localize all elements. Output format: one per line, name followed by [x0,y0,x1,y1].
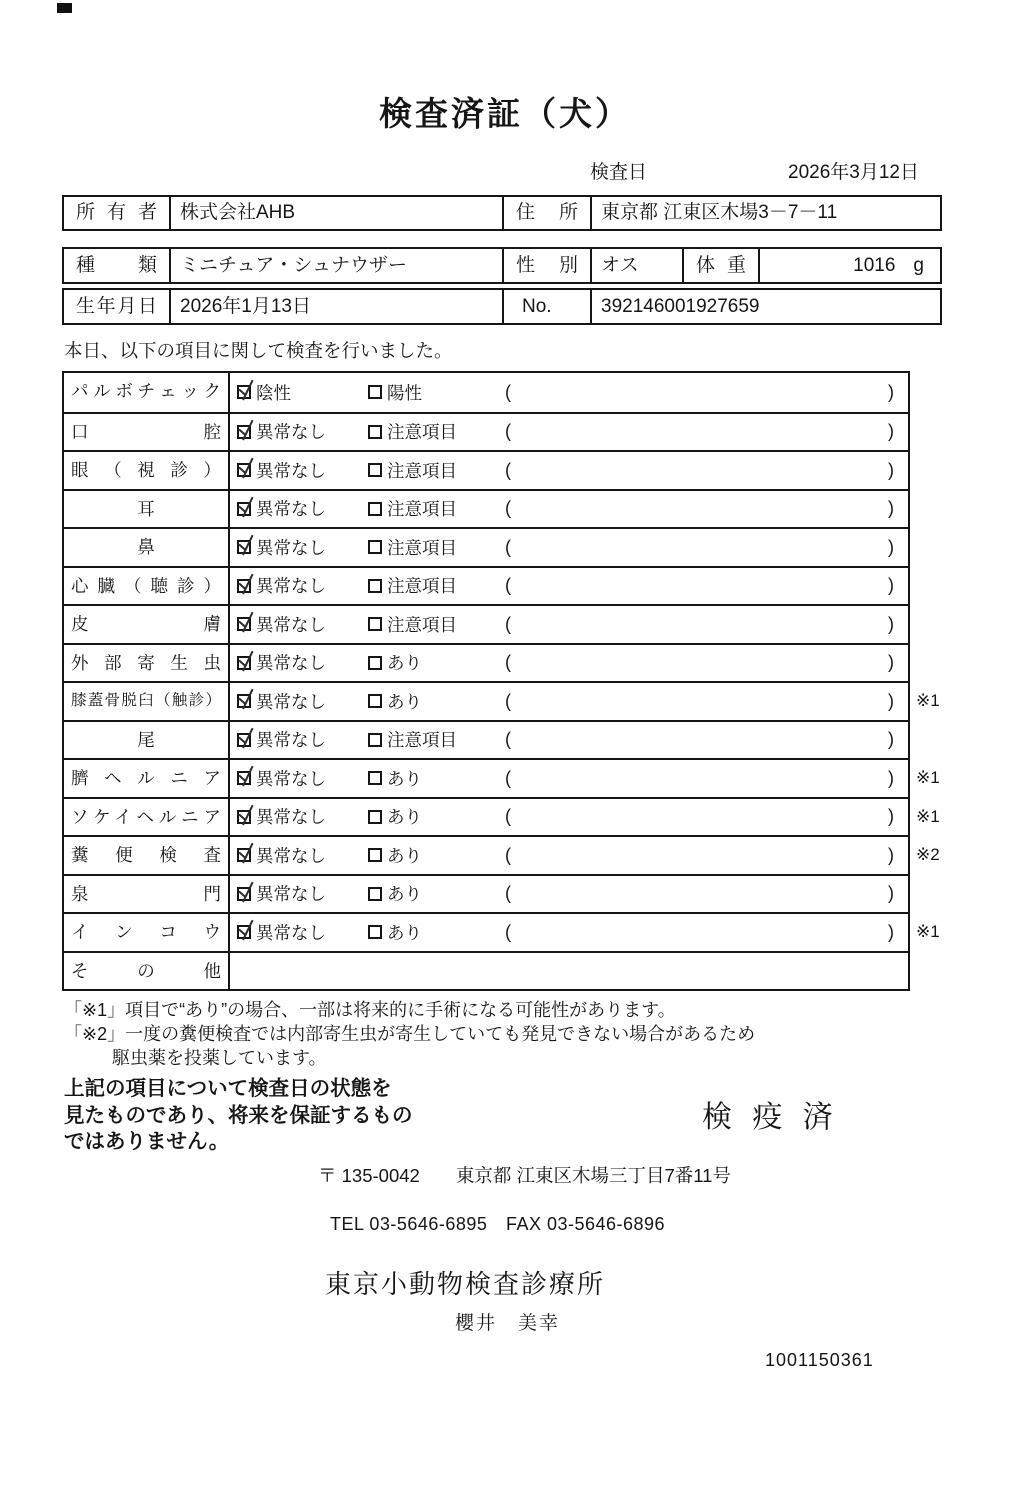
result-option [237,650,368,675]
open-paren: ( [505,806,511,827]
close-paren: ) [888,613,894,634]
inspection-row-content [230,760,908,797]
close-paren: ) [888,729,894,750]
inspection-row-content [230,452,908,489]
footnotes [64,998,1010,1070]
result-option-label: 異常なし [256,537,326,558]
page-title: 検査済証（犬） [379,95,631,132]
inspection-row [64,450,908,489]
close-paren: ) [888,652,894,673]
inspection-item-label: そ の 他 [64,953,230,990]
tel-fax-line: TEL 03-5646-6895 FAX 03-5646-6896 [330,1213,666,1234]
inspection-row-content [230,606,908,643]
open-paren: ( [505,498,511,519]
result-option [368,650,505,675]
inspection-item-label: 膝蓋骨脱臼（触診） [64,683,230,720]
unchecked-checkbox-icon [368,502,382,516]
inspection-row-content [230,799,908,836]
inspection-item-label: 糞 便 検 査 [64,837,230,874]
result-option-label: あり [387,768,422,789]
result-option-label: あり [387,884,422,905]
clinic-name: 東京小動物検査診療所 [325,1268,606,1299]
inspection-row-content [230,722,908,759]
address-label: 住所 [502,197,590,229]
birthdate-value: 2026年1月13日 [169,290,502,323]
open-paren: ( [505,421,511,442]
inspection-item-label: 鼻 [64,529,230,566]
result-option [368,920,505,945]
certificate-no-value: 392146001927659 [590,290,940,323]
checked-checkbox-icon [237,463,251,477]
inspection-item-label: パルボチェック [64,373,230,412]
result-option [237,804,368,829]
inspection-row [64,874,908,913]
result-option [237,535,368,560]
inspection-row-content [230,491,908,528]
checked-checkbox-icon [237,656,251,670]
unchecked-checkbox-icon [368,925,382,939]
result-option [368,612,505,637]
inspection-row [64,643,908,682]
result-option [368,766,505,791]
postal-code: 〒 135-0042 [318,1164,420,1186]
result-option-label: 注意項目 [387,730,457,751]
result-option-label: 注意項目 [387,537,457,558]
inspection-item-label: 外 部 寄 生 虫 [64,645,230,682]
result-option [237,612,368,637]
result-option [237,843,368,868]
result-option [237,689,368,714]
footnote-ref: ※2 [916,845,940,865]
footnote-ref: ※1 [916,768,940,788]
open-paren: ( [505,844,511,865]
close-paren: ) [888,921,894,942]
checked-checkbox-icon [237,887,251,901]
footnote-ref: ※1 [916,922,940,942]
result-option-label: 異常なし [256,653,326,674]
result-option [368,689,505,714]
result-option-label: 注意項目 [387,499,457,520]
result-option [368,458,505,483]
unchecked-checkbox-icon [368,540,382,554]
birthdate-label: 生年月日 [76,296,157,317]
inspection-row [64,489,908,528]
inspection-row [64,566,908,605]
inspection-date-value: 2026年3月12日 [788,162,919,183]
inspection-row-content [230,683,908,720]
result-option-label: 異常なし [256,922,326,943]
result-option-label: 異常なし [256,730,326,751]
inspection-row [64,373,908,412]
disclaimer [64,1076,494,1156]
result-option-label: 注意項目 [387,422,457,443]
footnote-2: 「※2」一度の糞便検査では内部寄生虫が寄生していても発見できない場合があるため [64,1024,756,1044]
result-option [237,727,368,752]
open-paren: ( [505,921,511,942]
result-option-label: 注意項目 [387,576,457,597]
clinic-address-line [318,1162,1010,1188]
open-paren: ( [505,381,511,402]
inspection-item-label: イ ン コ ウ [64,914,230,951]
checked-checkbox-icon [237,810,251,824]
result-option [237,419,368,444]
checked-checkbox-icon [237,694,251,708]
inspection-row [64,681,940,720]
checked-checkbox-icon [237,425,251,439]
inspection-item-label: 心 臓 （ 聴 診 ） [64,568,230,605]
open-paren: ( [505,536,511,557]
checked-checkbox-icon [237,925,251,939]
result-option-label: 異常なし [256,422,326,443]
examiner-name: 櫻井 美幸 [455,1312,561,1334]
inspection-date-row [0,157,1010,187]
inspection-row-content [230,645,908,682]
unchecked-checkbox-icon [368,463,382,477]
result-option [237,766,368,791]
open-paren: ( [505,690,511,711]
unchecked-checkbox-icon [368,694,382,708]
inspection-item-label: 皮 膚 [64,606,230,643]
result-option-label: 異常なし [256,576,326,597]
close-paren: ) [888,844,894,865]
sex-value: オス [590,249,682,282]
result-option-label: あり [387,653,422,674]
result-option-label: あり [387,845,422,866]
disclaimer-line-3: ではありません。 [64,1130,230,1153]
inspection-row-content [230,529,908,566]
owner-label: 所有者 [76,202,157,223]
close-paren: ) [888,459,894,480]
disclaimer-line-2: 見たものであり、将来を保証するもの [64,1103,413,1127]
open-paren: ( [505,767,511,788]
unchecked-checkbox-icon [368,385,382,399]
inspection-row-content [230,568,908,605]
result-option [368,881,505,906]
scan-artifact [57,3,72,13]
open-paren: ( [505,883,511,904]
inspection-row-content [230,414,908,451]
checked-checkbox-icon [237,617,251,631]
inspection-row-content [230,914,908,951]
unchecked-checkbox-icon [368,810,382,824]
result-option-label: あり [387,807,422,828]
result-option [368,380,505,405]
result-option-label: 異常なし [256,460,326,481]
footnote-1: 「※1」項目で“あり”の場合、一部は将来的に手術になる可能性があります。 [64,1000,676,1020]
unchecked-checkbox-icon [368,848,382,862]
unchecked-checkbox-icon [368,656,382,670]
inspection-row [64,758,940,797]
result-option-label: 陽性 [387,382,422,403]
result-option [368,804,505,829]
result-option-label: 陰性 [256,382,291,403]
address-value: 東京都 江東区木場3－7－11 [590,197,940,229]
checked-checkbox-icon [237,848,251,862]
result-option [368,419,505,444]
footnote-ref: ※1 [916,806,940,826]
result-option-label: 異常なし [256,691,326,712]
weight-unit: g [913,255,924,276]
checked-checkbox-icon [237,502,251,516]
checked-checkbox-icon [237,771,251,785]
inspection-table [62,371,940,991]
unchecked-checkbox-icon [368,733,382,747]
inspection-row [64,912,940,951]
result-option-label: 注意項目 [387,614,457,635]
open-paren: ( [505,613,511,634]
inspection-item-label: 口 腔 [64,414,230,451]
inspection-item-label: 耳 [64,491,230,528]
checked-checkbox-icon [237,579,251,593]
inspection-row [64,835,940,874]
close-paren: ) [888,883,894,904]
weight-value: 1016 [853,255,896,276]
close-paren: ) [888,498,894,519]
unchecked-checkbox-icon [368,887,382,901]
disclaimer-line-1: 上記の項目について検査日の状態を [64,1077,392,1100]
unchecked-checkbox-icon [368,771,382,785]
result-option [368,573,505,598]
result-option-label: あり [387,691,422,712]
result-option-label: あり [387,922,422,943]
result-option [237,920,368,945]
inspection-row [64,527,908,566]
result-option-label: 異常なし [256,768,326,789]
inspection-row [64,951,908,990]
footnote-ref: ※1 [916,691,940,711]
result-option [368,535,505,560]
inspection-item-label: ソケイヘルニア [64,799,230,836]
result-option [237,458,368,483]
unchecked-checkbox-icon [368,579,382,593]
result-option [237,380,368,405]
result-option-label: 注意項目 [387,460,457,481]
inspection-item-label: 尾 [64,722,230,759]
result-option-label: 異常なし [256,884,326,905]
owner-value: 株式会社AHB [169,197,502,229]
checked-checkbox-icon [237,540,251,554]
pet-table [62,247,942,284]
unchecked-checkbox-icon [368,617,382,631]
clinic-address: 東京都 江東区木場三丁目7番11号 [455,1164,731,1186]
result-option [368,496,505,521]
footnote-2-continued: 駆虫薬を投薬しています。 [112,1048,327,1068]
breed-label: 種類 [76,255,157,276]
inspection-row-content [230,837,908,874]
inspection-row [64,720,908,759]
close-paren: ) [888,806,894,827]
weight-label: 体重 [682,249,758,282]
inspection-date-label: 検査日 [590,162,648,183]
result-option-label: 異常なし [256,807,326,828]
unchecked-checkbox-icon [368,425,382,439]
weight-cell [758,249,940,282]
serial-number: 1001150361 [765,1349,874,1370]
result-option-label: 異常なし [256,845,326,866]
inspection-row-content [230,876,908,913]
sex-label: 性別 [502,249,590,282]
open-paren: ( [505,729,511,750]
result-option [237,496,368,521]
open-paren: ( [505,575,511,596]
inspection-item-label: 泉 門 [64,876,230,913]
breed-value: ミニチュア・シュナウザー [169,249,502,282]
open-paren: ( [505,459,511,480]
close-paren: ) [888,767,894,788]
result-option [368,727,505,752]
result-option [237,573,368,598]
inspection-row-content [230,953,908,990]
certificate-no-label: No. [502,290,590,323]
inspection-row-content [230,373,908,412]
inspection-item-label: 臍 ヘ ル ニ ア [64,760,230,797]
close-paren: ) [888,575,894,596]
inspection-row [64,412,908,451]
quarantine-stamp: 検 疫 済 [702,1101,839,1134]
result-option-label: 異常なし [256,614,326,635]
owner-table [62,195,942,231]
result-option-label: 異常なし [256,499,326,520]
result-option [368,843,505,868]
close-paren: ) [888,690,894,711]
birth-table [62,288,942,325]
checked-checkbox-icon [237,385,251,399]
close-paren: ) [888,421,894,442]
inspection-item-label: 眼 （ 視 診 ） [64,452,230,489]
intro-text: 本日、以下の項目に関して検査を行いました。 [64,340,453,361]
inspection-row [64,604,908,643]
checked-checkbox-icon [237,733,251,747]
close-paren: ) [888,536,894,557]
inspection-row [64,797,940,836]
result-option [237,881,368,906]
open-paren: ( [505,652,511,673]
close-paren: ) [888,381,894,402]
